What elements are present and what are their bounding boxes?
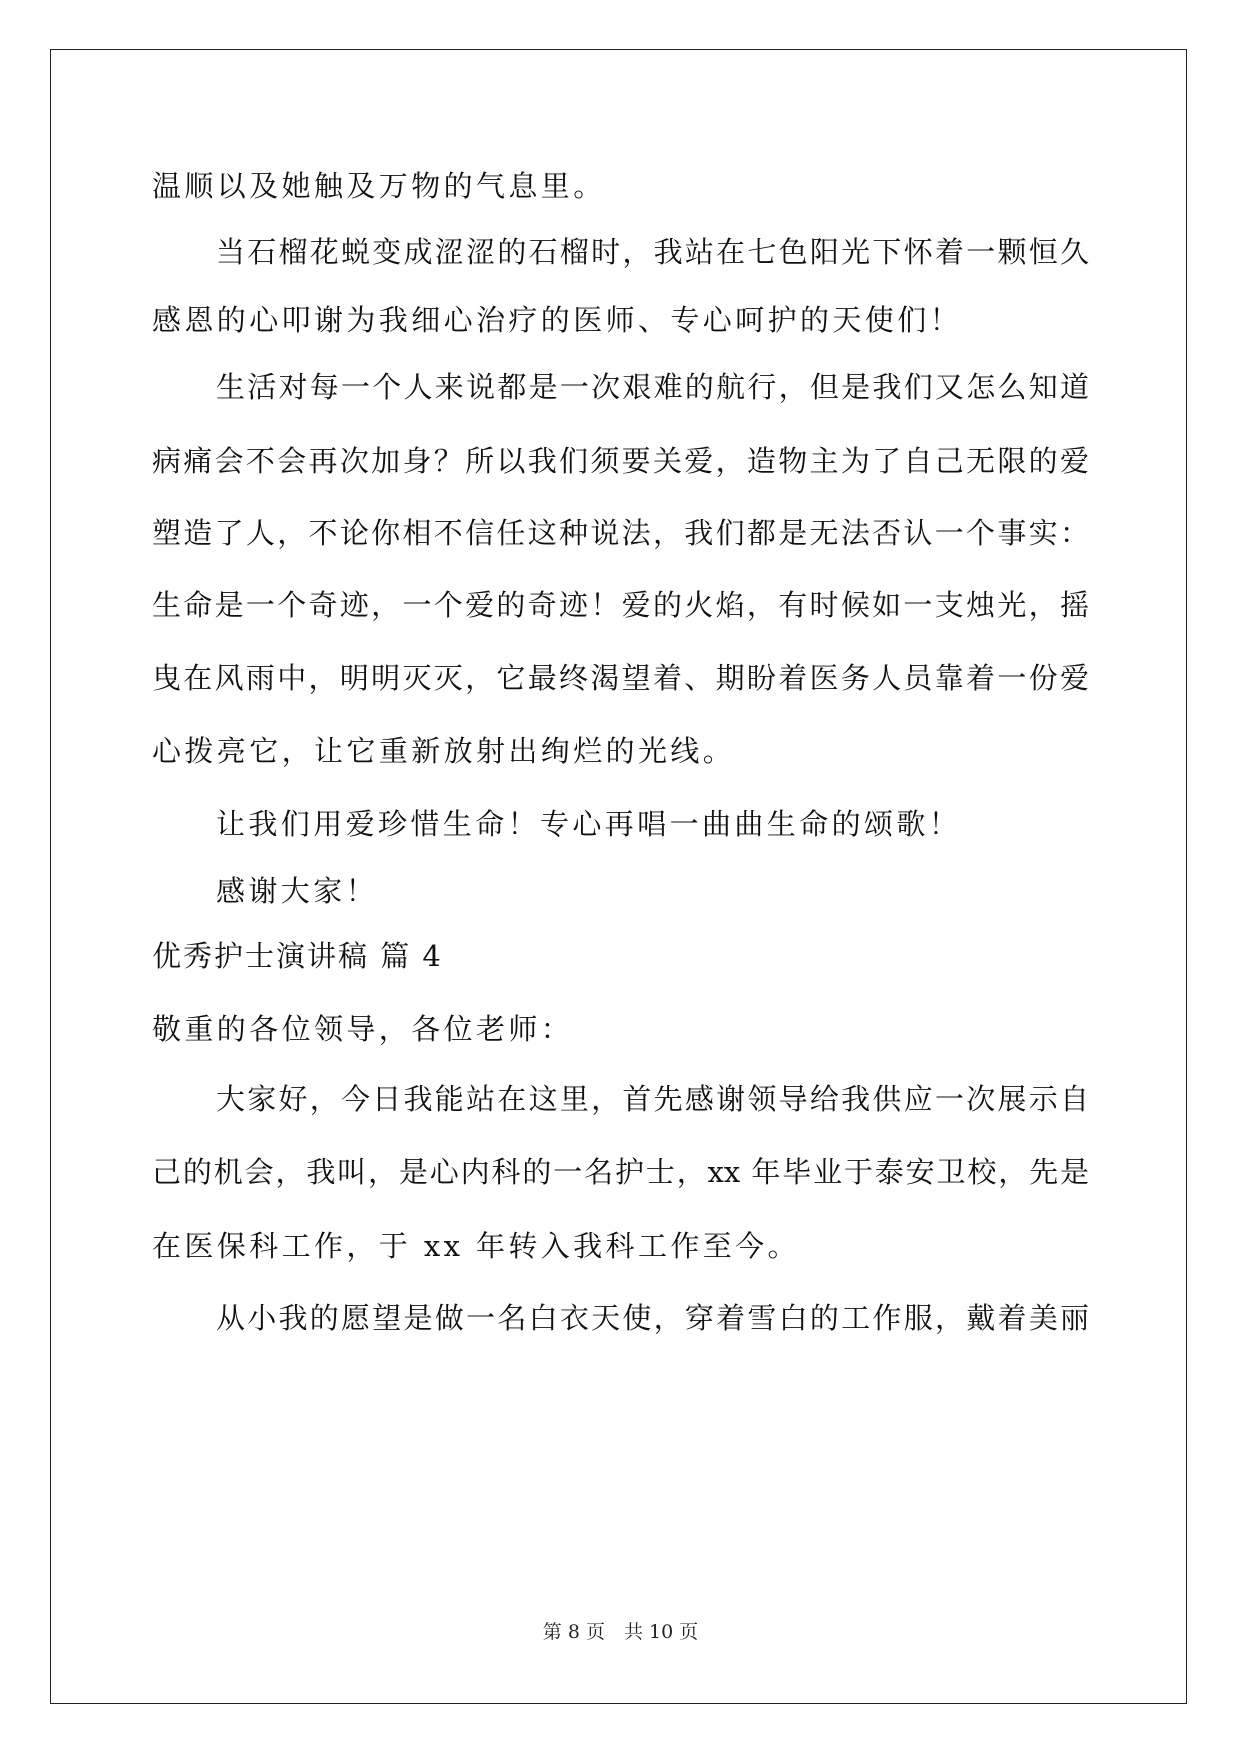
body-line: 温顺以及她触及万物的气息里。	[152, 169, 606, 203]
body-line: 从小我的愿望是做一名白衣天使，穿着雪白的工作服，戴着美丽	[216, 1301, 1089, 1335]
body-line: 生活对每一个人来说都是一次艰难的航行，但是我们又怎么知道	[216, 370, 1089, 404]
body-line: 在医保科工作，于 xx 年转入我科工作至今。	[152, 1229, 800, 1263]
body-line: 病痛会不会再次加身？所以我们须要关爱，造物主为了自己无限的爱	[152, 444, 1089, 478]
body-line: 己的机会，我叫，是心内科的一名护士，xx 年毕业于泰安卫校，先是	[152, 1155, 1089, 1189]
body-line: 曳在风雨中，明明灭灭，它最终渴望着、期盼着医务人员靠着一份爱	[152, 661, 1089, 695]
body-line: 当石榴花蜕变成涩涩的石榴时，我站在七色阳光下怀着一颗恒久	[216, 235, 1089, 269]
body-line: 感恩的心叩谢为我细心治疗的医师、专心呵护的天使们！	[152, 303, 963, 337]
salutation: 敬重的各位领导，各位老师：	[152, 1012, 574, 1046]
section-heading: 优秀护士演讲稿 篇 4	[152, 939, 443, 973]
body-line: 感谢大家！	[216, 874, 379, 908]
body-line: 大家好，今日我能站在这里，首先感谢领导给我供应一次展示自	[216, 1082, 1089, 1116]
body-line: 心拨亮它，让它重新放射出绚烂的光线。	[152, 734, 736, 768]
body-line: 生命是一个奇迹，一个爱的奇迹！爱的火焰，有时候如一支烛光，摇	[152, 588, 1089, 622]
body-line: 塑造了人，不论你相不信任这种说法，我们都是无法否认一个事实：	[152, 516, 1089, 550]
body-line: 让我们用爱珍惜生命！专心再唱一曲曲生命的颂歌！	[216, 807, 962, 841]
page-number-footer: 第 8 页 共 10 页	[542, 1621, 699, 1643]
